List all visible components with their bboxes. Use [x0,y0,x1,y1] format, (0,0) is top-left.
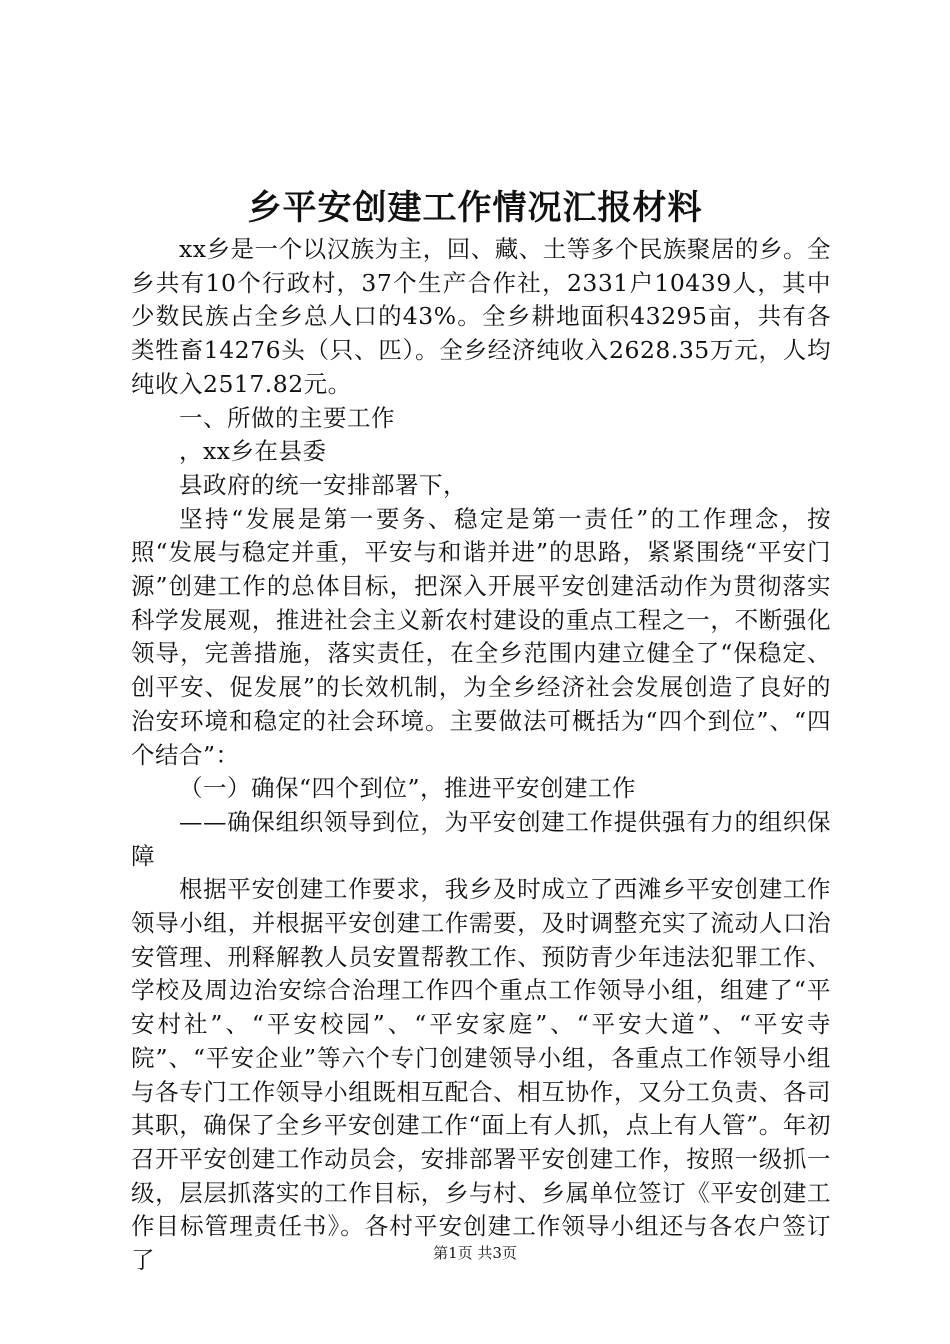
paragraph-work-philosophy: 坚持“发展是第一要务、稳定是第一责任”的工作理念，按照“发展与稳定并重，平安与和谐并进”的思路，紧紧围绕“平安门源”创建工作的总体目标，把深入开展平安创建活动作为贯彻落实科学发展观，推进社会主义新农村建设的重点工程之一，不断强化领导，完善措施，落实责任，在全乡范围内建立健全了“保稳定、创平安、促发展”的长效机制，为全乡经济社会发展创造了良好的治安环境和稳定的社会环境。主要做法可概括为“四个到位”、“四个结合”： [131,504,831,769]
page-footer: 第1页 共3页 [433,1244,517,1262]
paragraph-county-committee: ，xx乡在县委 [179,437,327,466]
paragraph-overview: xx乡是一个以汉族为主，回、藏、土等多个民族聚居的乡。全乡共有10个行政村，37个生产合作社，2331户10439人，其中少数民族占全乡总人口的43%。全乡耕地面积43295亩，共有各类牲畜14276头（只、匹）。全乡经济纯收入2628.35万元，人均纯收入2517.82元。 [131,235,831,398]
subsection-heading-four-in-place: （一）确保“四个到位”，推进平安创建工作 [179,774,637,803]
document-body [131,233,831,1278]
paragraph-leading-groups: 根据平安创建工作要求，我乡及时成立了西滩乡平安创建工作领导小组，并根据平安创建工作需要，及时调整充实了流动人口治安管理、刑释解教人员安置帮教工作、预防青少年违法犯罪工作、学校及周边治安综合治理工作四个重点工作领导小组，组建了“平安村社”、“平安校园”、“平安家庭”、“平安大道”、“平安寺院”、“平安企业”等六个专门创建领导小组，各重点工作领导小组与各专门工作领导小组既相互配合、相互协作，又分工负责、各司其职，确保了全乡平安创建工作“面上有人抓，点上有人管”。年初召开平安创建工作动员会，安排部署平安创建工作，按照一级抓一级，层层抓落实的工作目标，乡与村、乡属单位签订《平安创建工作目标管理责任书》。各村平安创建工作领导小组还与各农户签订了 [131,875,831,1275]
section-heading-main-work: 一、所做的主要工作 [179,403,395,432]
document-title: 乡平安创建工作情况汇报材料 [247,188,703,228]
paragraph-county-government: 县政府的统一安排部署下， [179,470,467,499]
subsection-organization-leadership: ——确保组织领导到位，为平安创建工作提供强有力的组织保障 [131,807,831,870]
